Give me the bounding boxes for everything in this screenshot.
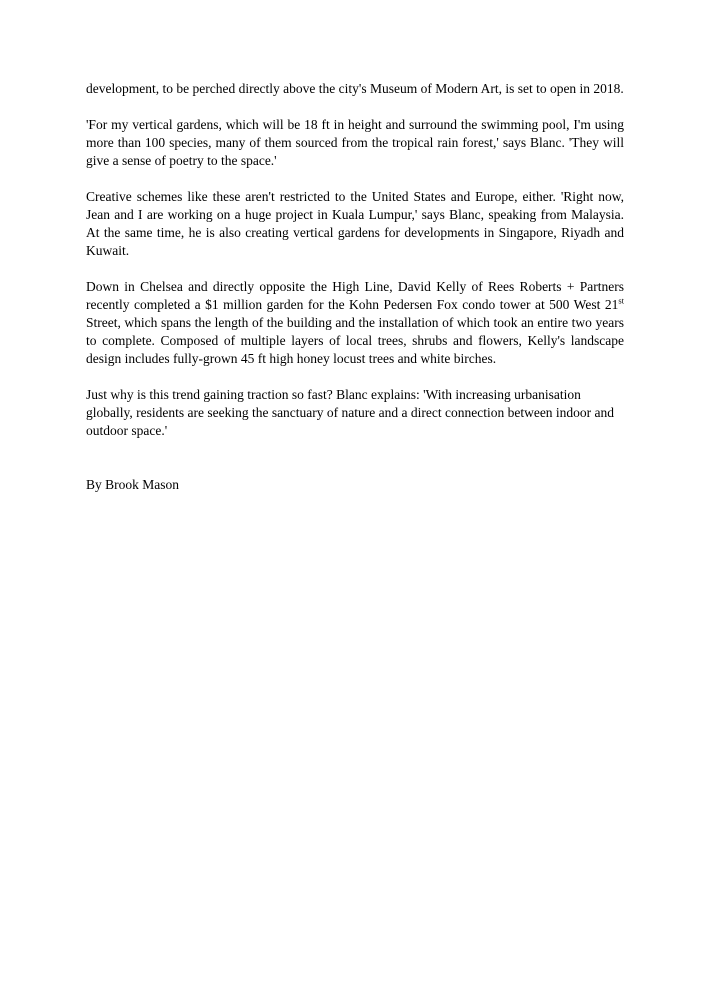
chelsea-text-end: Street, which spans the length of the building and the installation of which took an entire two years to complete. Composed of multiple layers of local trees, shrubs and flowers, Kelly's landscape design includes fully-grown 45 ft high honey locust trees and white birches. xyxy=(86,315,624,366)
paragraph-trend-traction: Just why is this trend gaining traction so fast? Blanc explains: 'With increasing urbanisation globally, residents are seeking the sanctuary of nature and a direct connection between indoor and outdoor space.' xyxy=(86,387,615,438)
paragraph-creative-schemes: Creative schemes like these aren't restricted to the United States and Europe, either. 'Right now, Jean and I are working on a huge project in Kuala Lumpur,' says Blanc, speaking from Malaysia. At the same time, he is also creating vertical gardens for developments in Singapore, Riyadh and Kuwait. xyxy=(86,189,624,258)
paragraph-vertical-gardens-quote: 'For my vertical gardens, which will be 18 ft in height and surround the swimming pool, I'm using more than 100 species, many of them sourced from the tropical rain forest,' says Blanc. 'They will give a sense of poetry to the space.' xyxy=(86,117,624,168)
document-page xyxy=(86,80,624,512)
chelsea-text-start: Down in Chelsea and directly opposite the High Line, David Kelly of Rees Roberts + Partners recently completed a $1 million garden for the Kohn Pedersen Fox condo tower at 500 West 21 xyxy=(86,279,624,312)
paragraph-museum-opening: development, to be perched directly above the city's Museum of Modern Art, is set to open in 2018. xyxy=(86,81,624,96)
paragraph-chelsea-garden xyxy=(86,278,624,368)
byline: By Brook Mason xyxy=(86,477,180,492)
ordinal-suffix: st xyxy=(618,295,624,306)
